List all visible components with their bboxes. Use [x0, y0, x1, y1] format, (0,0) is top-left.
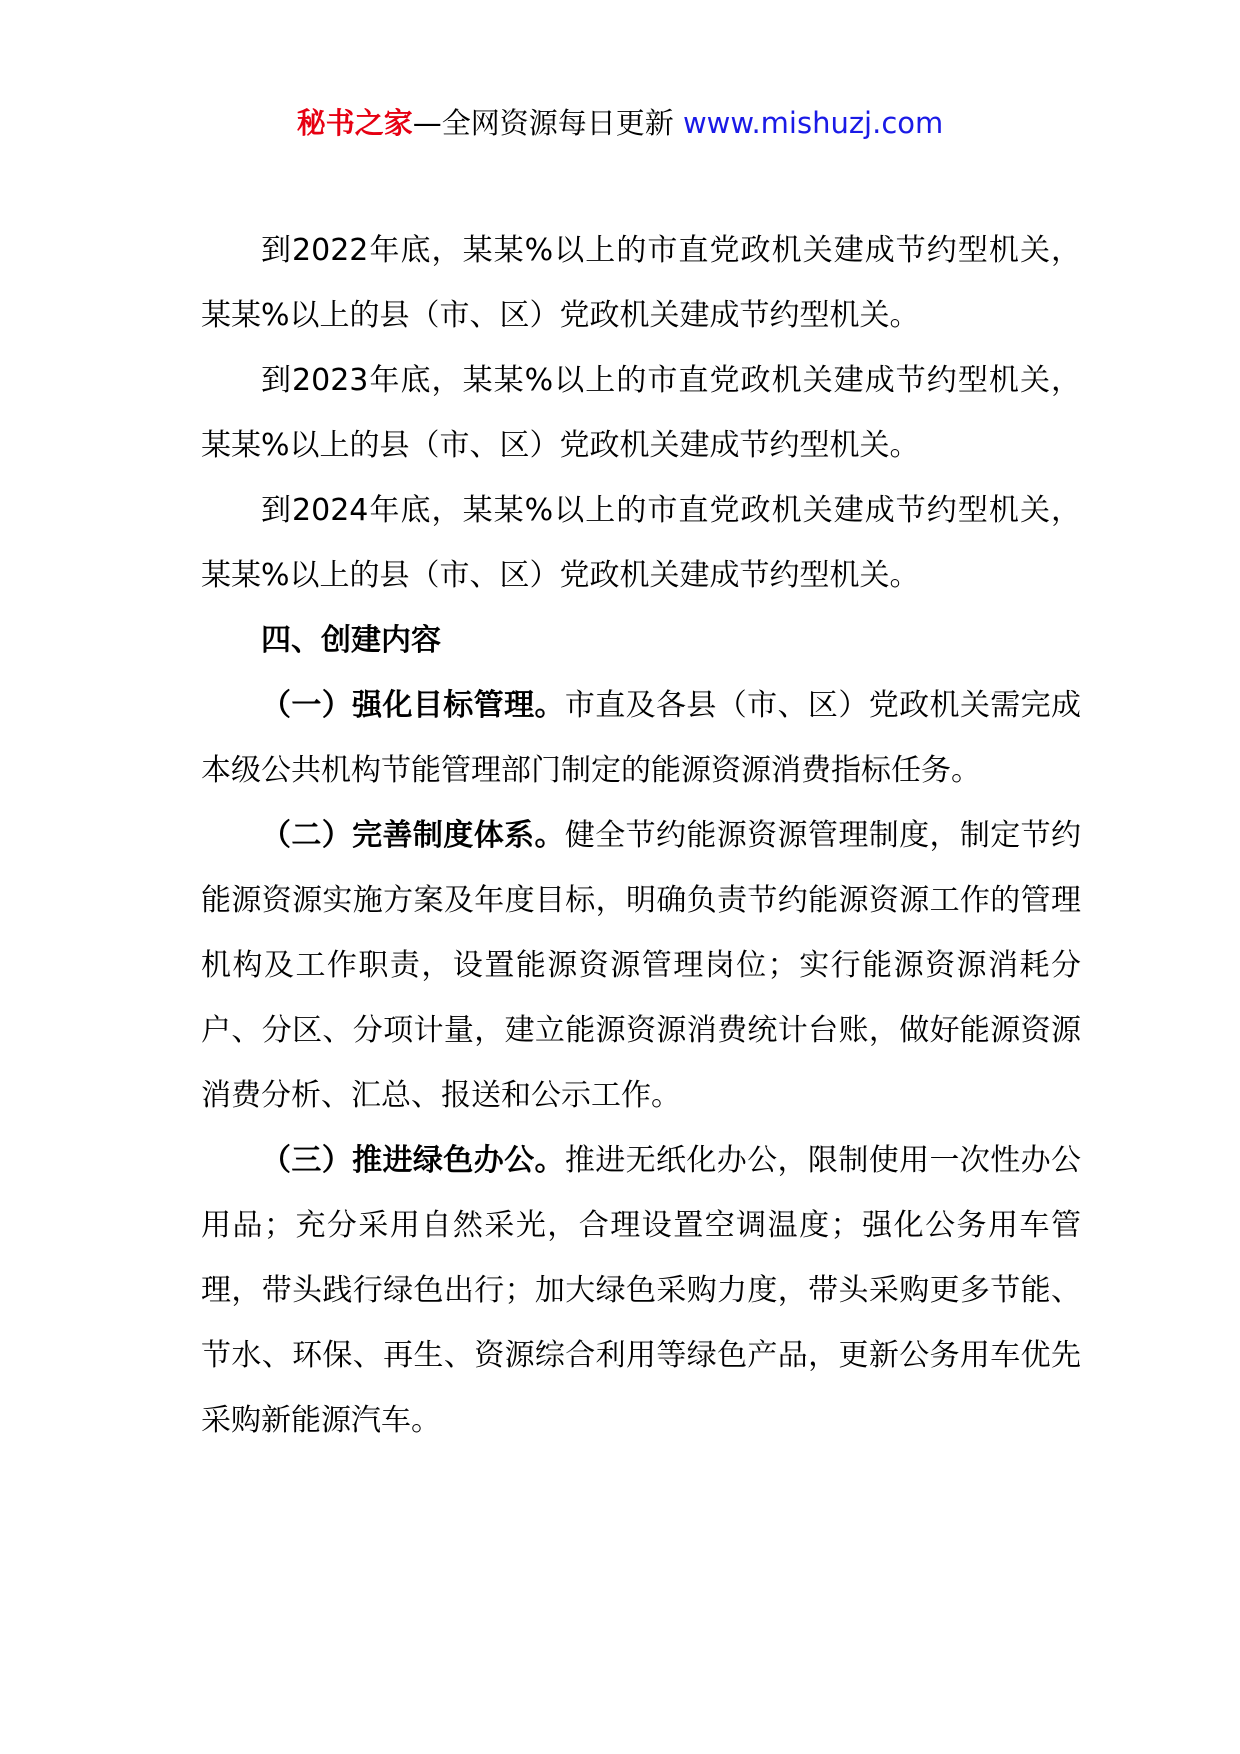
- content-item-text: 市直及各县（市、区）党政机关需完成本级公共机构节能管理部门制定的能源资源消费指标任务。: [201, 688, 1082, 788]
- document-body: [201, 218, 1081, 1453]
- paragraph-target-2024: 到2024年底，某某%以上的市直党政机关建成节约型机关，某某%以上的县（市、区）党政机关建成节约型机关。: [201, 493, 1081, 593]
- content-item-lead: （一）强化目标管理。: [261, 688, 565, 723]
- brand-name: 秘书之家: [296, 106, 413, 140]
- section-heading: 四、创建内容: [261, 623, 441, 658]
- content-item-text: 推进无纸化办公，限制使用一次性办公用品；充分采用自然采光，合理设置空调温度；强化公务用车管理，带头践行绿色出行；加大绿色采购力度，带头采购更多节能、节水、环保、再生、资源综合利用等绿色产品，更新公务用车优先采购新能源汽车。: [201, 1143, 1082, 1438]
- content-item-lead: （三）推进绿色办公。: [261, 1143, 565, 1178]
- content-item: [201, 803, 1081, 1128]
- content-item: [201, 673, 1081, 803]
- content-item-text: 健全节约能源资源管理制度，制定节约能源资源实施方案及年度目标，明确负责节约能源资源工作的管理机构及工作职责，设置能源资源管理岗位；实行能源资源消耗分户、分区、分项计量，建立能源资源消费统计台账，做好能源资源消费分析、汇总、报送和公示工作。: [201, 818, 1082, 1113]
- page-header: [0, 103, 1240, 143]
- content-item: [201, 1128, 1081, 1453]
- paragraph-target-2022: 到2022年底，某某%以上的市直党政机关建成节约型机关，某某%以上的县（市、区）党政机关建成节约型机关。: [201, 233, 1081, 333]
- header-url[interactable]: www.mishuzj.com: [682, 106, 944, 140]
- paragraph-target-2023: 到2023年底，某某%以上的市直党政机关建成节约型机关，某某%以上的县（市、区）党政机关建成节约型机关。: [201, 363, 1081, 463]
- content-item-lead: （二）完善制度体系。: [261, 818, 565, 853]
- header-tagline: —全网资源每日更新: [412, 106, 674, 140]
